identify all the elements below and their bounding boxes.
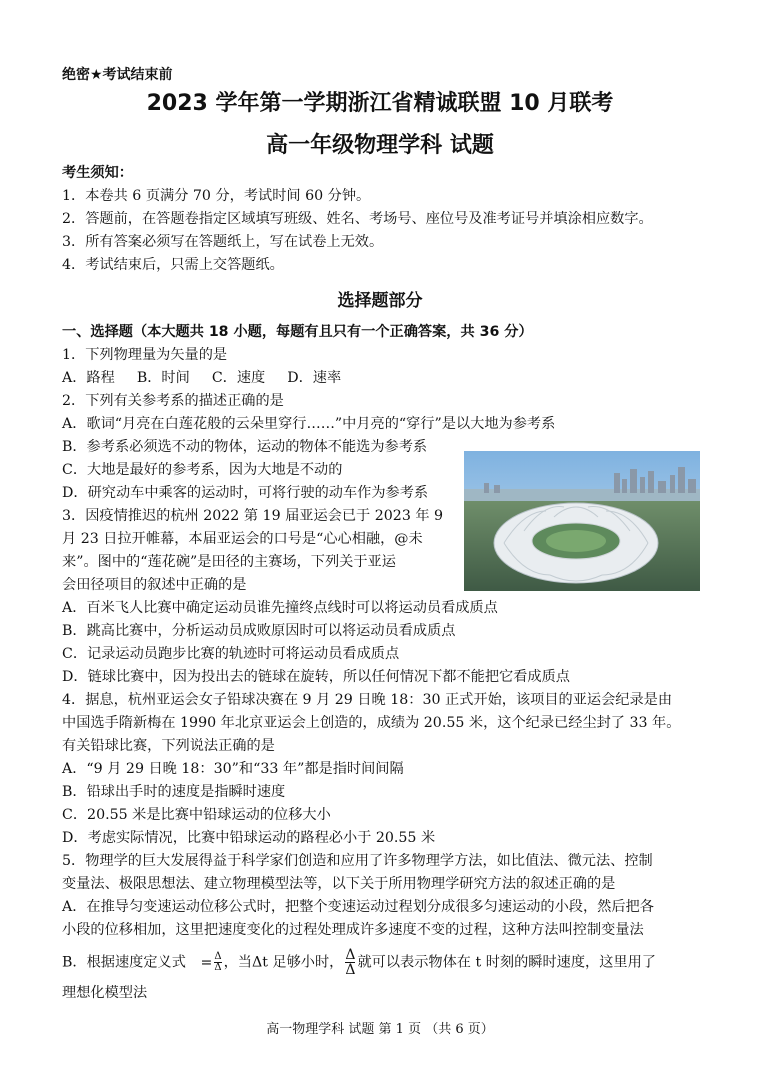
option-b-middle: ，当Δt 足够小时， xyxy=(223,954,344,971)
question-3-option-b: B．跳高比赛中，分析运动员成败原因时可以将运动员看成质点 xyxy=(62,623,456,639)
option-a: A．路程 xyxy=(62,370,115,386)
option-b-prefix: B．根据速度定义式 xyxy=(62,954,186,971)
section-title: 选择题部分 xyxy=(337,291,423,311)
velocity-fraction xyxy=(214,952,221,973)
option-d: D．速率 xyxy=(287,370,342,386)
question-4-option-a: A．“9 月 29 日晚 18：30”和“33 年”都是指时间间隔 xyxy=(62,761,404,777)
ratio-fraction xyxy=(345,948,355,977)
question-4-option-c: C．20.55 米是比赛中铅球运动的位移大小 xyxy=(62,807,331,823)
question-4-option-b: B．铅球出手时的速度是指瞬时速度 xyxy=(62,784,286,800)
question-2-option-c: C．大地是最好的参考系，因为大地是不动的 xyxy=(62,462,343,478)
question-5-stem-line: 5．物理学的巨大发展得益于科学家们创造和应用了许多物理学方法，如比值法、微元法、控制 xyxy=(62,853,653,869)
question-3-stem-line: 3．因疫情推迟的杭州 2022 第 19 届亚运会已于 2023 年 9 xyxy=(62,508,444,524)
question-3-stem-line: 来”。图中的“莲花碗”是田径的主赛场，下列关于亚运 xyxy=(62,554,396,570)
notice-heading: 考生须知： xyxy=(62,165,133,181)
notice-item: 3．所有答案必须写在答题纸上，写在试卷上无效。 xyxy=(62,234,384,250)
exam-subtitle: 高一年级物理学科 试题 xyxy=(266,133,494,158)
notice-item: 1．本卷共 6 页满分 70 分，考试时间 60 分钟。 xyxy=(62,188,371,204)
question-3-stem-line: 月 23 日拉开帷幕，本届亚运会的口号是“心心相融，@未 xyxy=(62,531,423,547)
option-b: B．时间 xyxy=(136,370,190,386)
question-3-option-c: C．记录运动员跑步比赛的轨迹时可将运动员看成质点 xyxy=(62,646,400,662)
question-4-stem-line: 4．据息，杭州亚运会女子铅球决赛在 9 月 29 日晚 18：30 正式开始，该项目的亚运会纪录是由 xyxy=(62,692,673,708)
fraction-denominator: Δ xyxy=(345,962,356,978)
pitch xyxy=(546,530,606,552)
part-heading: 一、选择题（本大题共 18 小题，每题有且只有一个正确答案，共 36 分） xyxy=(62,324,533,340)
question-2-option-d: D．研究动车中乘客的运动时，可将行驶的动车作为参考系 xyxy=(62,485,429,501)
fraction-denominator: Δ xyxy=(214,962,222,973)
question-5-stem-line: 变量法、极限思想法、建立物理模型法等，以下关于所用物理学研究方法的叙述正确的是 xyxy=(62,876,616,892)
question-5-option-b-line2: 理想化模型法 xyxy=(62,985,148,1001)
question-5-option-a-line: 小段的位移相加，这里把速度变化的过程处理成许多速度不变的过程，这种方法叫控制变量法 xyxy=(62,922,644,938)
question-5-option-a-line: A．在推导匀变速运动位移公式时，把整个变速运动过程划分成很多匀速运动的小段，然后把各 xyxy=(62,899,654,915)
fraction-numerator: Δ xyxy=(345,947,356,963)
question-4-stem-line: 中国选手隋新梅在 1990 年北京亚运会上创造的，成绩为 20.55 米，这个纪录已经尘封了 33 年。 xyxy=(62,715,681,731)
notice-item: 4．考试结束后，只需上交答题纸。 xyxy=(62,257,284,273)
question-2-option-b: B．参考系必须选不动的物体，运动的物体不能选为参考系 xyxy=(62,439,428,455)
question-3-option-a: A．百米飞人比赛中确定运动员谁先撞终点线时可以将运动员看成质点 xyxy=(62,600,498,616)
option-b-suffix: 就可以表示物体在 t 时刻的瞬时速度，这里用了 xyxy=(357,954,656,971)
question-3-stem-line: 会田径项目的叙述中正确的是 xyxy=(62,577,247,593)
stadium-photo xyxy=(464,451,700,591)
page-footer: 高一物理学科 试题 第 1 页 （共 6 页） xyxy=(266,1022,494,1037)
option-c: C．速度 xyxy=(211,370,266,386)
question-4-option-d: D．考虑实际情况，比赛中铅球运动的路程必小于 20.55 米 xyxy=(62,830,436,846)
question-3-option-d: D．链球比赛中，因为投出去的链球在旋转，所以任何情况下都不能把它看成质点 xyxy=(62,669,570,685)
equals-sign: = xyxy=(200,954,213,971)
question-5-option-b xyxy=(62,948,656,977)
question-2-option-a: A．歌词“月亮在白莲花般的云朵里穿行……”中月亮的“穿行”是以大地为参考系 xyxy=(62,416,556,432)
question-1-stem: 1．下列物理量为矢量的是 xyxy=(62,347,228,363)
fraction-numerator: Δ xyxy=(214,951,222,962)
question-4-stem-line: 有关铅球比赛，下列说法正确的是 xyxy=(62,738,275,754)
notice-item: 2．答题前，在答题卷指定区域填写班级、姓名、考场号、座位号及准考证号并填涂相应数字。 xyxy=(62,211,653,227)
exam-title: 2023 学年第一学期浙江省精诚联盟 10 月联考 xyxy=(146,91,614,116)
confidential-label: 绝密★考试结束前 xyxy=(62,67,173,83)
question-2-stem: 2．下列有关参考系的描述正确的是 xyxy=(62,393,284,409)
question-1-options xyxy=(62,368,363,388)
